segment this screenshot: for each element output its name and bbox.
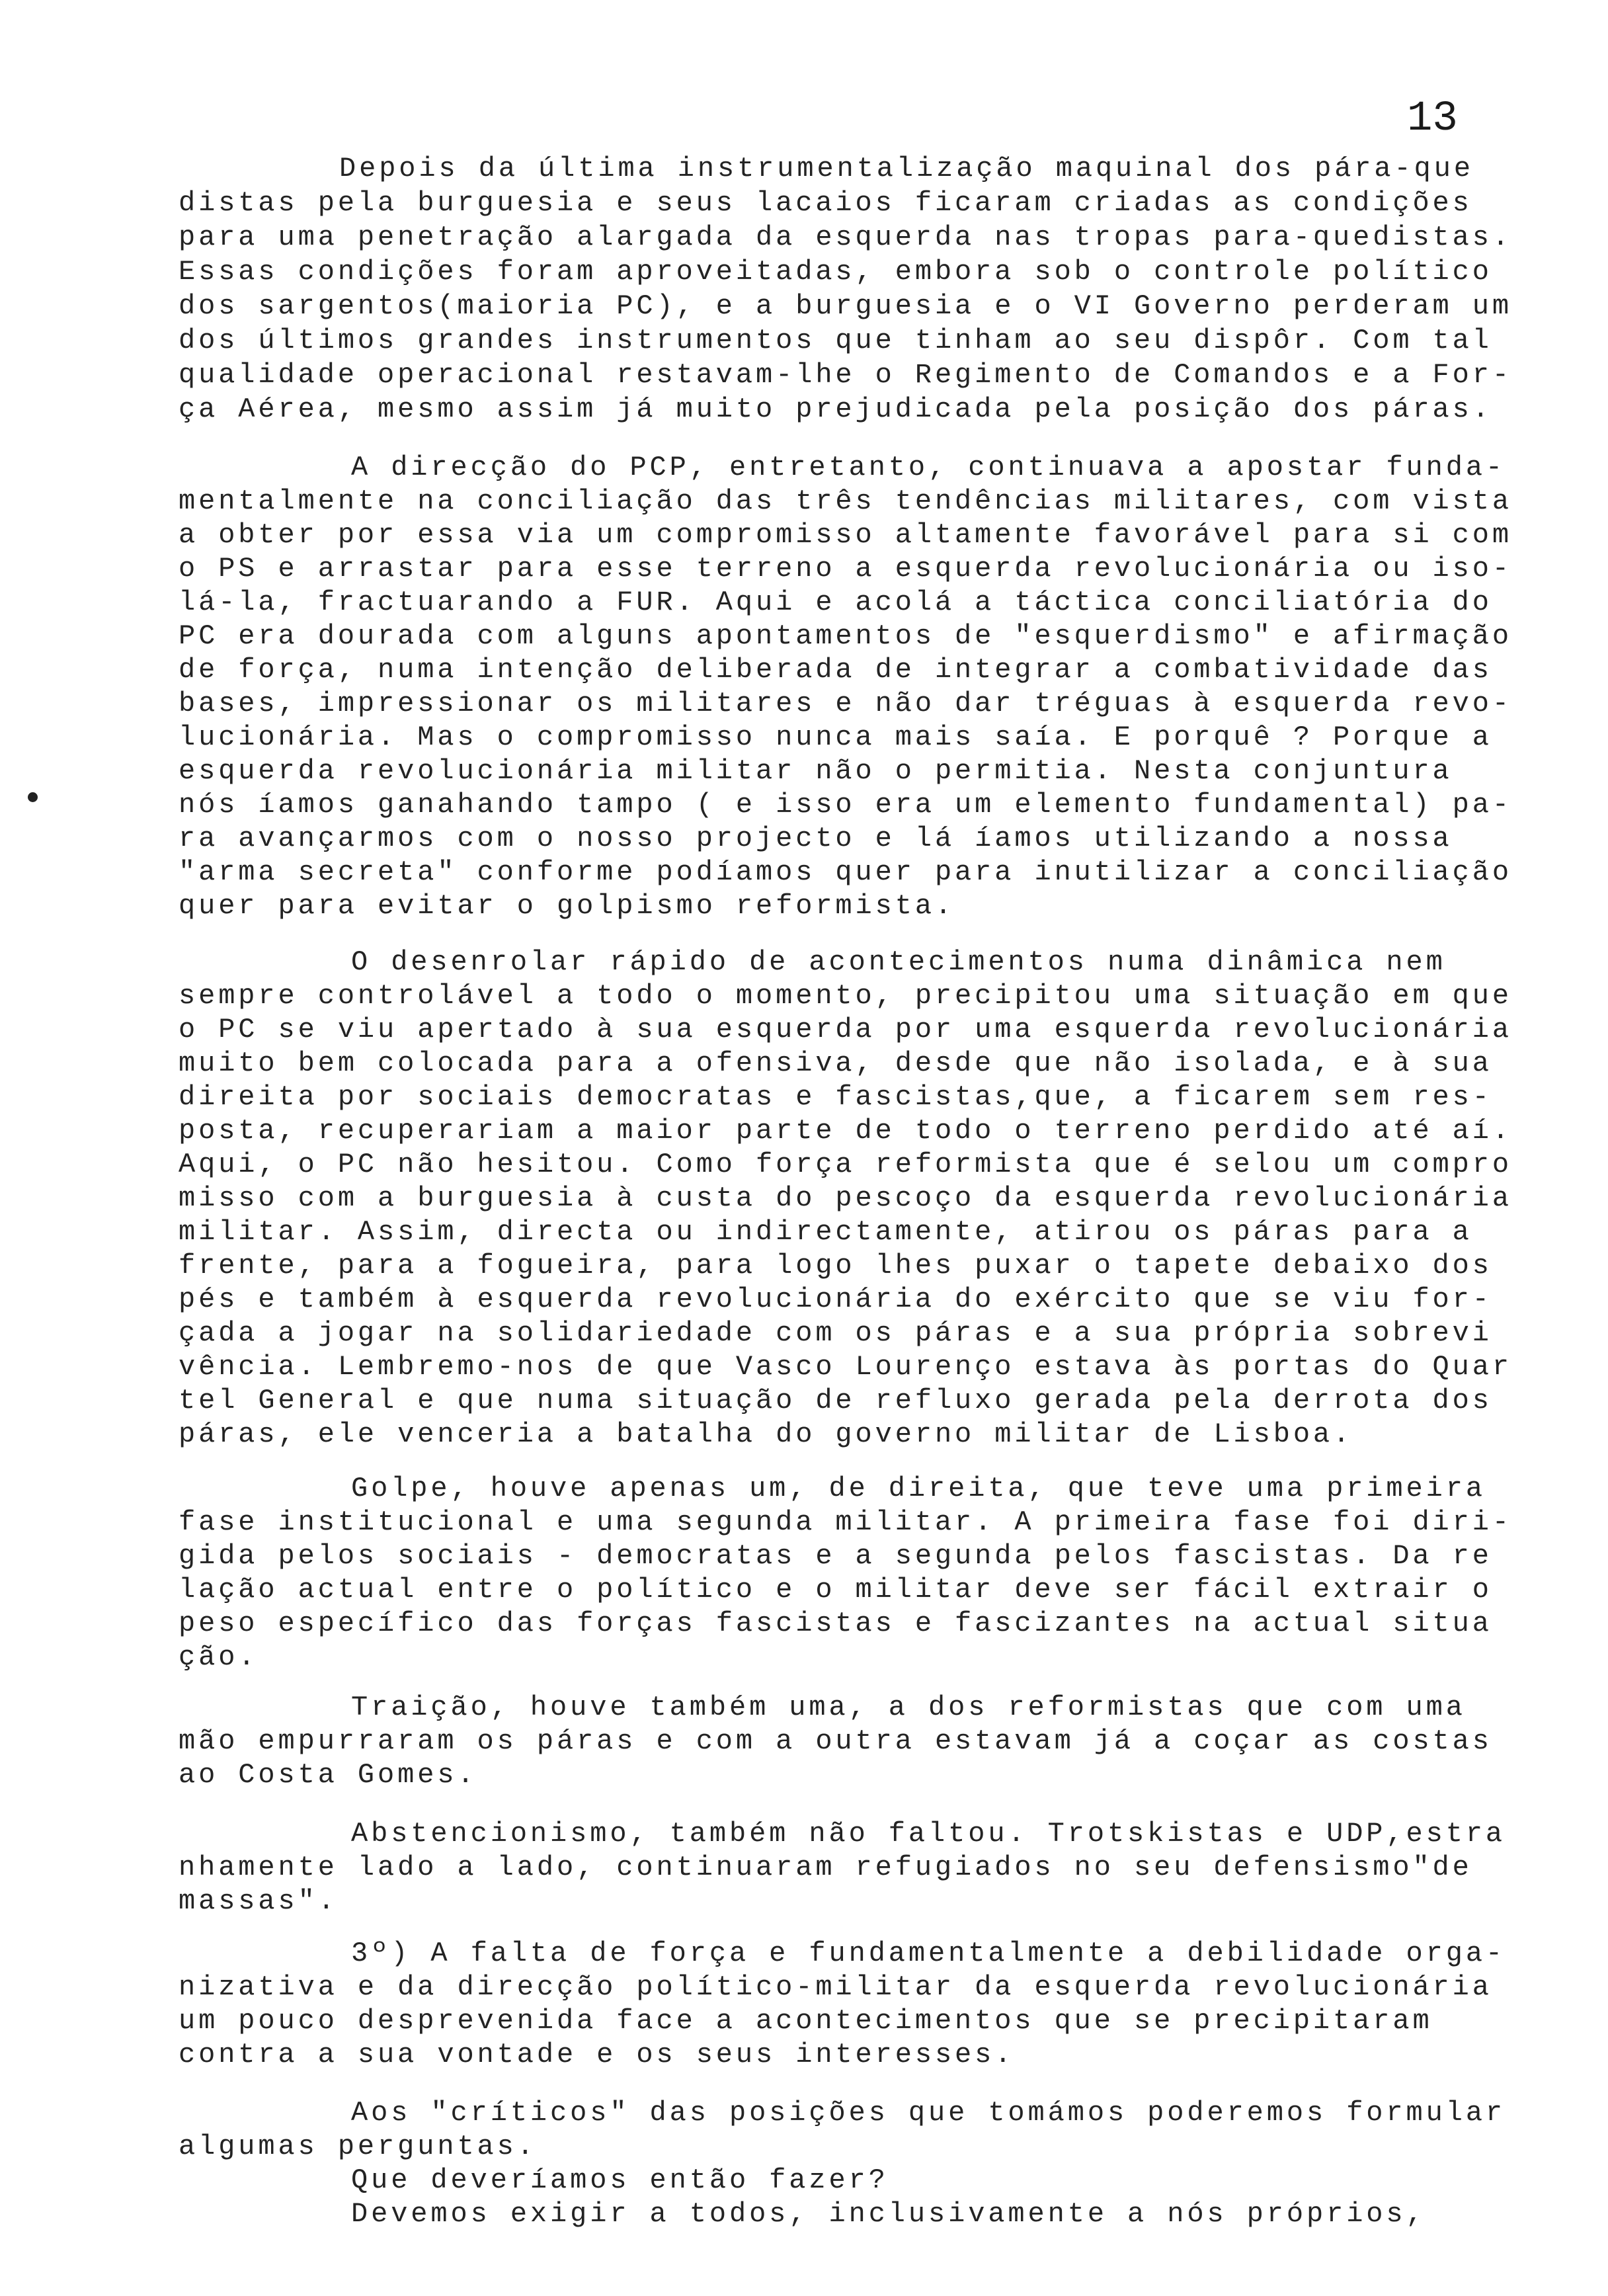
text-line: O desenrolar rápido de acontecimentos numa dinâmica nem	[351, 946, 1446, 978]
text-line: bases, impressionar os militares e não dar tréguas à esquerda revo-	[179, 688, 1512, 719]
text-line: Devemos exigir a todos, inclusivamente a nós próprios,	[351, 2198, 1426, 2230]
text-line: vência. Lembremo-nos de que Vasco Lourenço estava às portas do Quar	[179, 1351, 1512, 1383]
text-line: a obter por essa via um compromisso altamente favorável para si com	[179, 519, 1512, 551]
text-line: Traição, houve também uma, a dos reformistas que com uma	[351, 1692, 1466, 1723]
text-line: Que deveríamos então fazer?	[351, 2164, 889, 2196]
text-line: lação actual entre o político e o militar deve ser fácil extrair o	[179, 1574, 1492, 1606]
text-line: çada a jogar na solidariedade com os páras e a sua própria sobrevi	[179, 1317, 1492, 1349]
text-line: contra a sua vontade e os seus interesses.	[179, 2039, 1015, 2070]
text-line: posta, recuperariam a maior parte de todo o terreno perdido até aí.	[179, 1115, 1512, 1147]
paragraph-5	[179, 1691, 1574, 1792]
text-line: "arma secreta" conforme podíamos quer para inutilizar a conciliação	[179, 856, 1512, 888]
text-line: tel General e que numa situação de refluxo gerada pela derrota dos	[179, 1385, 1492, 1416]
text-line: lá-la, fractuarando a FUR. Aqui e acolá a táctica conciliatória do	[179, 587, 1492, 618]
scan-dot-mark	[28, 792, 38, 802]
paragraph-1	[179, 151, 1574, 427]
paragraph-9	[179, 2164, 1574, 2231]
text-line: nizativa e da direcção político-militar da esquerda revolucionária	[179, 1971, 1492, 2003]
text-line: dos últimos grandes instrumentos que tinham ao seu dispôr. Com tal	[179, 325, 1492, 356]
paragraph-3	[179, 946, 1574, 1452]
text-line: um pouco desprevenida face a acontecimentos que se precipitaram	[179, 2005, 1433, 2037]
text-line: o PS e arrastar para esse terreno a esquerda revolucionária ou iso-	[179, 553, 1512, 585]
text-line: militar. Assim, directa ou indirectamente, atirou os páras para a	[179, 1216, 1472, 1248]
text-line: pés e também à esquerda revolucionária do exército que se viu for-	[179, 1284, 1492, 1315]
paragraph-8	[179, 2096, 1574, 2164]
text-line: o PC se viu apertado à sua esquerda por uma esquerda revolucionária	[179, 1014, 1512, 1046]
text-line: frente, para a fogueira, para logo lhes puxar o tapete debaixo dos	[179, 1250, 1492, 1282]
text-line: nós íamos ganahando tampo ( e isso era um elemento fundamental) pa-	[179, 789, 1512, 821]
text-line: ção.	[179, 1641, 259, 1673]
paragraph-6	[179, 1817, 1574, 1918]
text-line: esquerda revolucionária militar não o permitia. Nesta conjuntura	[179, 755, 1453, 787]
paragraph-2	[179, 451, 1574, 923]
text-line: mão empurraram os páras e com a outra estavam já a coçar as costas	[179, 1725, 1492, 1757]
text-line: Abstencionismo, também não faltou. Trotskistas e UDP,estra	[351, 1818, 1506, 1850]
text-line: ao Costa Gomes.	[179, 1759, 477, 1791]
text-line: PC era dourada com alguns apontamentos de "esquerdismo" e afirmação	[179, 620, 1512, 652]
text-line: 3º) A falta de força e fundamentalmente a debilidade orga-	[351, 1938, 1506, 1969]
text-line: quer para evitar o golpismo reformista.	[179, 890, 955, 922]
text-line: peso específico das forças fascistas e fascizantes na actual situa	[179, 1608, 1492, 1639]
text-line: fase institucional e uma segunda militar. A primeira fase foi diri-	[179, 1506, 1512, 1538]
text-line: distas pela burguesia e seus lacaios ficaram criadas as condições	[179, 187, 1472, 219]
text-line: algumas perguntas.	[179, 2131, 537, 2162]
page-number: 13	[1407, 95, 1458, 143]
text-line: direita por sociais democratas e fascistas,que, a ficarem sem res-	[179, 1081, 1492, 1113]
text-line: nhamente lado a lado, continuaram refugiados no seu defensismo"de	[179, 1852, 1472, 1883]
text-line: Essas condições foram aproveitadas, embora sob o controle político	[179, 256, 1492, 288]
text-line: muito bem colocada para a ofensiva, desde que não isolada, e à sua	[179, 1047, 1492, 1079]
text-line: páras, ele venceria a batalha do governo militar de Lisboa.	[179, 1418, 1353, 1450]
paragraph-4	[179, 1472, 1574, 1674]
text-line: Depois da última instrumentalização maquinal dos pára-que	[339, 153, 1474, 184]
text-line: ra avançarmos com o nosso projecto e lá íamos utilizando a nossa	[179, 823, 1453, 854]
text-line: misso com a burguesia à custa do pescoço da esquerda revolucionária	[179, 1182, 1512, 1214]
text-line: lucionária. Mas o compromisso nunca mais saía. E porquê ? Porque a	[179, 721, 1492, 753]
text-line: sempre controlável a todo o momento, precipitou uma situação em que	[179, 980, 1512, 1012]
text-line: Aqui, o PC não hesitou. Como força reformista que é selou um compro	[179, 1149, 1512, 1180]
text-line: dos sargentos(maioria PC), e a burguesia e o VI Governo perderam um	[179, 290, 1512, 322]
paragraph-7	[179, 1937, 1574, 2072]
text-line: de força, numa intenção deliberada de integrar a combatividade das	[179, 654, 1492, 686]
text-line: para uma penetração alargada da esquerda nas tropas para-quedistas.	[179, 222, 1512, 253]
text-line: Golpe, houve apenas um, de direita, que teve uma primeira	[351, 1473, 1486, 1504]
text-line: massas".	[179, 1885, 338, 1917]
text-line: mentalmente na conciliação das três tendências militares, com vista	[179, 485, 1512, 517]
text-line: qualidade operacional restavam-lhe o Regimento de Comandos e a For-	[179, 359, 1512, 391]
text-line: Aos "críticos" das posições que tomámos poderemos formular	[351, 2097, 1506, 2129]
text-line: ça Aérea, mesmo assim já muito prejudicada pela posição dos páras.	[179, 393, 1492, 425]
text-line: gida pelos sociais - democratas e a segunda pelos fascistas. Da re	[179, 1540, 1492, 1572]
text-line: A direcção do PCP, entretanto, continuava a apostar funda-	[351, 452, 1506, 483]
